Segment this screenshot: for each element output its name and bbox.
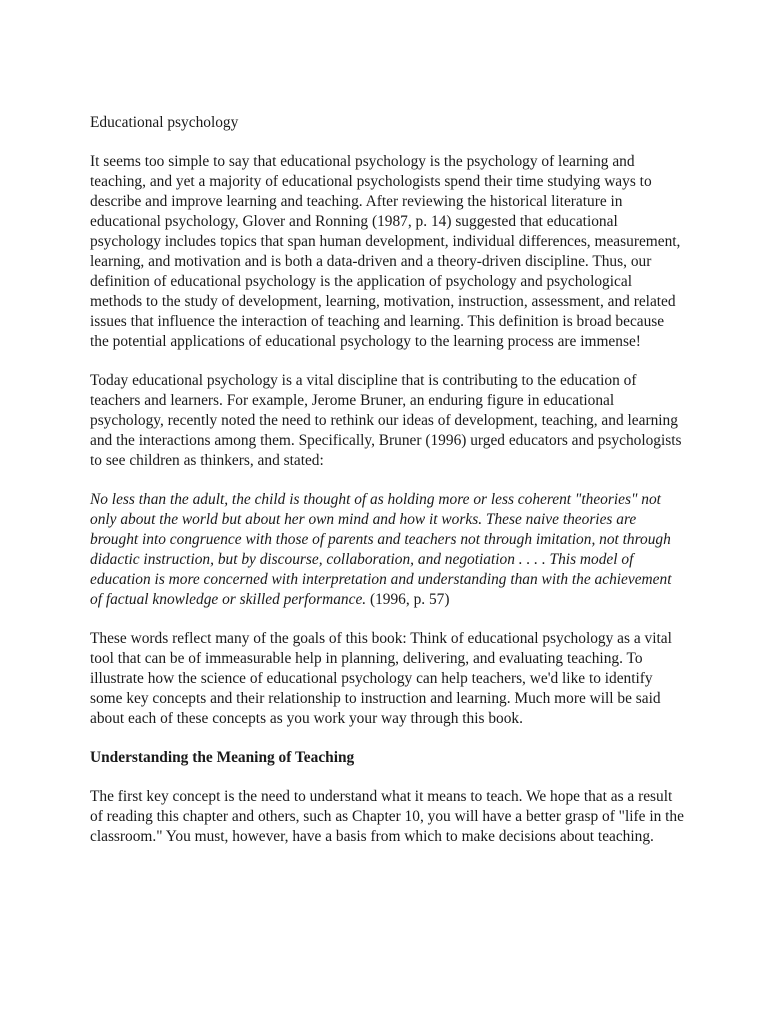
paragraph-goals: These words reflect many of the goals of this book: Think of educational psychology as a vital tool that can be of immeasurable help in planning, delivering, and evaluating teaching. To illustrate how the science of educational psychology can help teachers, we'd like to identify some key concepts and their relationship to instruction and learning. Much more will be said about each of these concepts as you work your way through this book. (90, 630, 672, 727)
document-title: Educational psychology (90, 114, 239, 131)
document-body (90, 113, 685, 866)
block-quote (90, 490, 685, 610)
quote-citation: (1996, p. 57) (366, 591, 450, 608)
section-heading: Understanding the Meaning of Teaching (90, 749, 355, 766)
paragraph-definition: It seems too simple to say that educational psychology is the psychology of learning and teaching, and yet a majority of educational psychologists spend their time studying ways to describe and improve learning and teaching. After reviewing the historical literature in educational psychology, Glover and Ronning (1987, p. 14) suggested that educational psychology includes topics that span human development, individual differences, measurement, learning, and motivation and is both a data-driven and a theory-driven discipline. Thus, our definition of educational psychology is the application of psychology and psychological methods to the study of development, learning, motivation, instruction, assessment, and related issues that influence the interaction of teaching and learning. This definition is broad because the potential applications of educational psychology to the learning process are immense! (90, 153, 681, 350)
quote-text: No less than the adult, the child is thought of as holding more or less coherent "theories" not only about the world but about her own mind and how it works. These naive theories are brought into congruence with those of parents and teachers not through imitation, not through didactic instruction, but by discourse, collaboration, and negotiation . . . . This model of education is more concerned with interpretation and understanding than with the achievement of factual knowledge or skilled performance. (90, 491, 672, 608)
paragraph-bruner: Today educational psychology is a vital discipline that is contributing to the education of teachers and learners. For example, Jerome Bruner, an enduring figure in educational psychology, recently noted the need to rethink our ideas of development, teaching, and learning and the interactions among them. Specifically, Bruner (1996) urged educators and psychologists to see children as thinkers, and stated: (90, 372, 682, 469)
paragraph-teaching: The first key concept is the need to understand what it means to teach. We hope that as a result of reading this chapter and others, such as Chapter 10, you will have a better grasp of "life in the classroom." You must, however, have a basis from which to make decisions about teaching. (90, 788, 684, 845)
